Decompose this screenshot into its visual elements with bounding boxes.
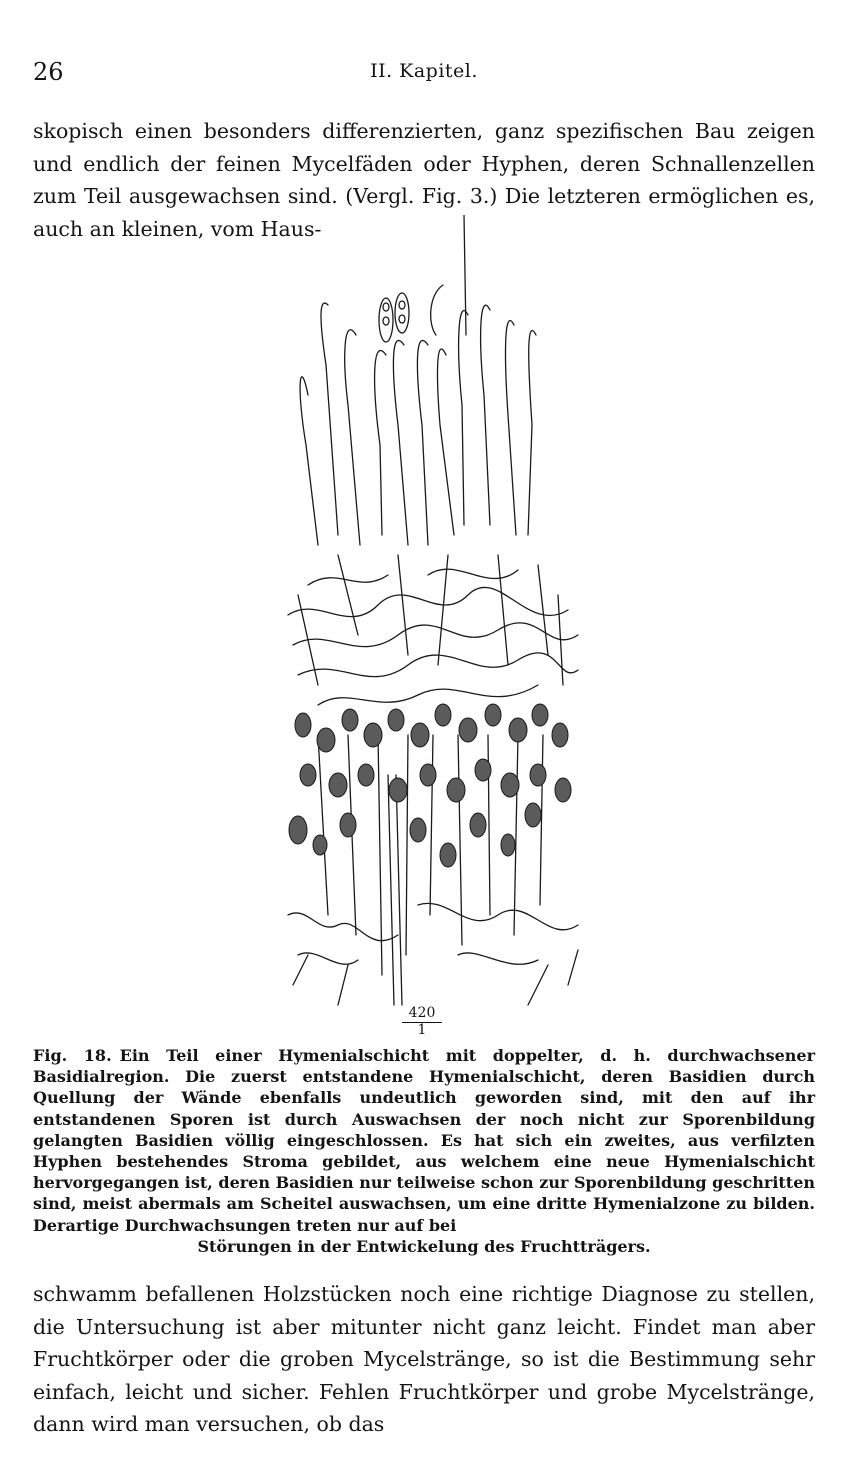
page-header <box>33 58 815 88</box>
figure-caption <box>33 1045 815 1257</box>
body-paragraph-bottom: schwamm befallenen Holzstücken noch eine richtige Diagnose zu stellen, die Untersuchung ist aber mitunter nicht ganz leicht. Findet man aber Fruchtkörper oder die groben Mycelstränge, so ist die Bestimmung sehr einfach, leicht und sicher. Fehlen Fruchtkörper und grobe Mycelstränge, dann wird man versuchen, ob das <box>33 1282 815 1436</box>
magnification-numerator: 420 <box>402 1006 442 1023</box>
hymenium-illustration <box>278 215 588 1030</box>
magnification-denominator: 1 <box>417 1022 427 1038</box>
figure-label: Fig. 18. <box>33 1046 112 1065</box>
running-head: II. Kapitel. <box>370 60 478 82</box>
caption-last-line: Störungen in der Entwickelung des Fruchtträgers. <box>197 1236 651 1256</box>
caption-text: Ein Teil einer Hymenialschicht mit doppelter, d. h. durchwachsener Basidialregion. Die zuerst entstandene Hymenialschicht, deren Basidien durch Quellung der Wände ebenfalls undeutlich geworden sind, mit den auf ihr entstandenen Sporen ist durch Auswachsen der noch nicht zur Sporenbildung gelangten Basidien völlig eingeschlossen. Es hat sich ein zweites, aus verfilzten Hyphen bestehendes Stroma gebildet, aus welchem eine neue Hymenialschicht hervorgegangen ist, deren Basidien nur teilweise schon zur Sporenbildung geschritten sind, meist abermals am Scheitel auswachsen, um eine dritte Hymenialzone zu bilden. Derartige Durchwachsungen treten nur auf bei <box>33 1046 816 1235</box>
page-number: 26 <box>33 58 64 86</box>
body-paragraph-top: skopisch einen besonders differenzierten, ganz spezifischen Bau zeigen und endlich der feinen Mycelfäden oder Hyphen, deren Schnallenzellen zum Teil ausgewachsen sind. (Vergl. Fig. 3.) Die letzteren ermöglichen es, auch an kleinen, vom Haus- <box>33 119 815 241</box>
magnification-label <box>402 1006 442 1038</box>
hymenium-drawing <box>278 215 588 1030</box>
